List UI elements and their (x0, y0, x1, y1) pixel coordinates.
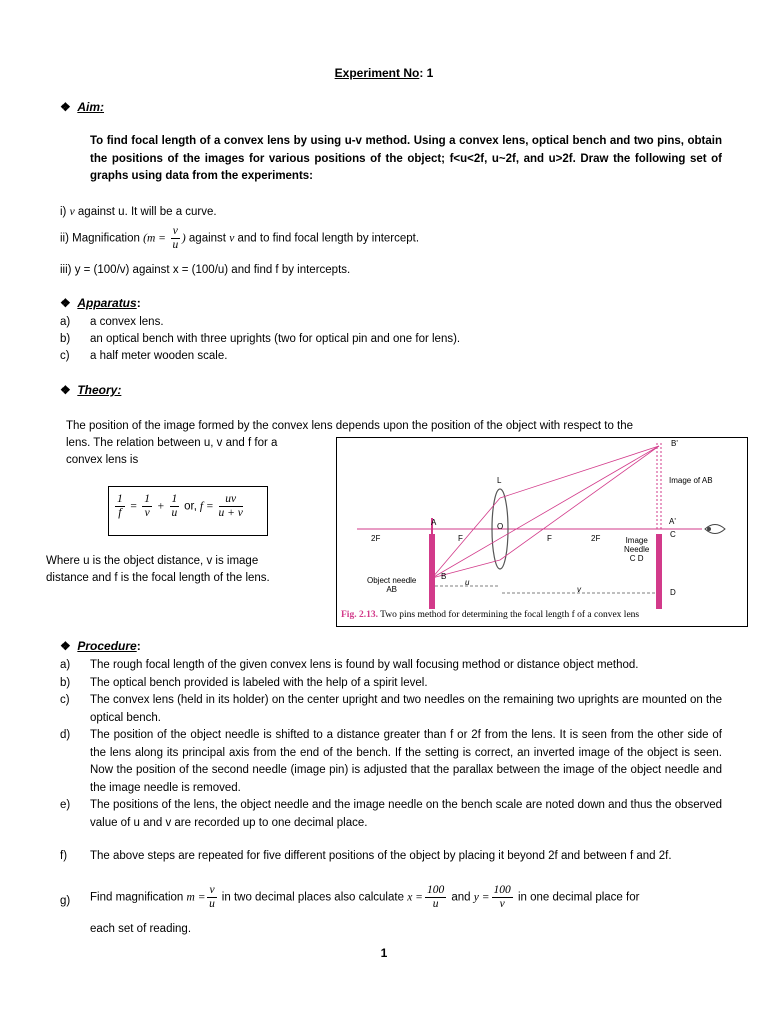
aim-paragraph: To find focal length of a convex lens by using u-v method. Using a convex lens, optical bench and two pins, obtain the positions of the images for various positions of the object; f<u<2f, u~2f, and u>2f. Draw the following set of graphs using data from the experiments: (90, 135, 722, 182)
lens-formula-box: $\frac{1}{f}$ = $\frac{1}{v}$ + $\frac{1}{u}$ or, f = $\frac{uv}{u + v}$ (108, 486, 268, 536)
one-over-v: $\frac{1}{v}$ (144, 493, 151, 519)
label-image-of-ab: Image of AB (669, 476, 713, 485)
theory-where-line1: Where u is the object distance, v is image (46, 555, 259, 567)
label-a: A (431, 518, 437, 527)
object-needle-stand (429, 534, 435, 609)
procedure-item-g-line2: each set of reading. (90, 923, 192, 935)
ray-2 (500, 446, 659, 498)
figure-caption: Fig. 2.13. Two pins method for determining the focal length f of a convex lens (341, 610, 640, 620)
diamond-bullet-icon: ❖ (60, 383, 71, 397)
label-o: O (497, 522, 504, 531)
list-item: e) The positions of the lens, the object needle and the image needle on the bench scale are noted down and thus the observed value of u and v are recorded up to one decimal place. (60, 799, 722, 829)
label-object-needle: Object needle AB (367, 576, 417, 594)
list-item: a) The rough focal length of the given convex lens is found by wall focusing method or distance object method. (60, 659, 639, 671)
image-needle-stand (656, 534, 662, 609)
v-over-u-fraction: $\frac{v}{u}$ (172, 225, 179, 251)
experiment-title: Experiment No: 1 (334, 66, 434, 80)
label-d: D (670, 588, 676, 597)
procedure-list (60, 657, 722, 832)
label-v: v (577, 585, 581, 594)
diamond-bullet-icon: ❖ (60, 639, 71, 653)
uv-over-u-plus-v: $\frac{uv}{u + v}$ (218, 493, 243, 519)
label-f-left: F (458, 534, 463, 543)
ray-1 (432, 498, 500, 578)
aim-heading: ❖ Aim: (60, 100, 105, 114)
label-f-right: F (547, 534, 552, 543)
label-2f-right: 2F (591, 534, 601, 543)
label-a-prime: A' (669, 517, 676, 526)
list-item: f) The above steps are repeated for five different positions of the object by placing it beyond 2f and between f and 2f. (60, 850, 672, 862)
diamond-bullet-icon: ❖ (60, 100, 71, 114)
y-fraction: $\frac{100}{v}$ (493, 884, 511, 910)
label-u: u (465, 578, 470, 587)
procedure-item-g: g) Find magnification m = $\frac{v}{u}$ in two decimal places also calculate x = $\frac{100}{u}$ and y = $\frac{100}{v}$ in one decimal place for (60, 884, 640, 910)
two-pins-method-figure (336, 437, 748, 627)
page-number: 1 (380, 946, 388, 960)
label-b-prime: B' (671, 439, 678, 448)
label-l: L (497, 476, 502, 485)
list-item: c) a half meter wooden scale. (60, 350, 228, 362)
label-2f-left: 2F (371, 534, 381, 543)
aim-item-2: ii) Magnification (m = $\frac{v}{u}$ ) against v and to find focal length by intercept. (60, 225, 420, 251)
apparatus-list (60, 314, 722, 365)
theory-where-line2: distance and f is the focal length of the lens. (46, 572, 270, 584)
one-over-f: $\frac{1}{f}$ (117, 493, 123, 519)
theory-heading: ❖ Theory: (60, 383, 122, 397)
aim-item-1: i) v against u. It will be a curve. (60, 206, 217, 218)
label-b: B (441, 572, 447, 581)
theory-text-line2: lens. The relation between u, v and f for a (66, 437, 278, 449)
procedure-heading: ❖ Procedure: (60, 639, 141, 653)
one-over-u: $\frac{1}{u}$ (171, 493, 178, 519)
label-c: C (670, 530, 676, 539)
diamond-bullet-icon: ❖ (60, 296, 71, 310)
x-fraction: $\frac{100}{u}$ (426, 884, 445, 910)
label-image-needle: Image Needle C D (624, 536, 650, 563)
procedure-item-f (60, 848, 722, 883)
apparatus-heading: ❖ Apparatus: (60, 296, 141, 310)
list-item: b) The optical bench provided is labeled with the help of a spirit level. (60, 676, 428, 689)
aim-item-3: iii) y = (100/v) against x = (100/u) and find f by intercepts. (60, 264, 351, 276)
list-item: d) The position of the object needle is shifted to a distance greater than f or 2f from the lens. It is seen from the other side of the lens along its principal axis from the end of the bench. If the setting is correct, an inverted image of the object is seen. Now the position of the second needle (image pin) is adjusted that the parallax between the image of the object needle and the image needle is removed. (60, 729, 722, 794)
m-fraction: $\frac{v}{u}$ (209, 884, 215, 910)
theory-text-line3: convex lens is (66, 454, 139, 466)
theory-text-line1: The position of the image formed by the convex lens depends upon the position of the object with respect to the (66, 420, 634, 432)
list-item: b) an optical bench with three uprights (two for optical pin and one for lens). (60, 333, 461, 345)
list-item: c) The convex lens (held in its holder) on the center upright and two needles on the remaining two uprights are mounted on the optical bench. (60, 694, 722, 724)
list-item: a) a convex lens. (60, 316, 164, 328)
eye-pupil (707, 527, 711, 531)
lens-diagram (337, 438, 747, 626)
